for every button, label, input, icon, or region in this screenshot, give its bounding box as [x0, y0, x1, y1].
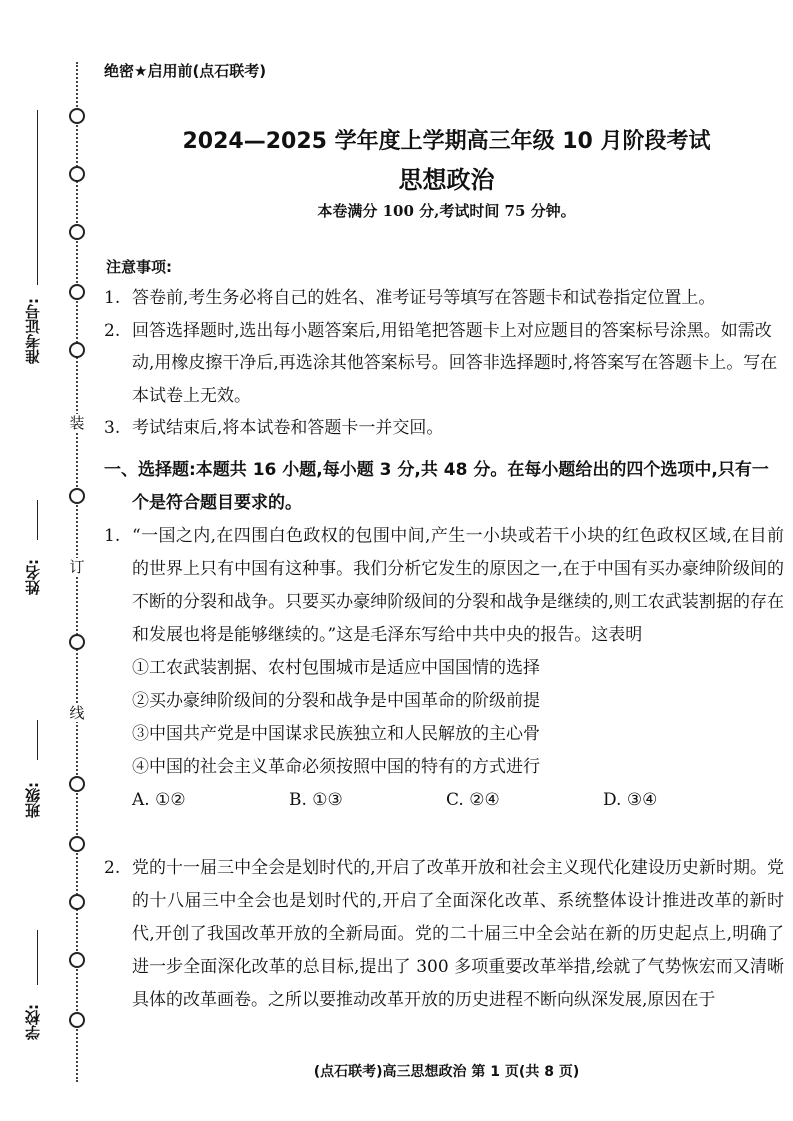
exam-title: 2024—2025 学年度上学期高三年级 10 月阶段考试 [182, 129, 711, 154]
section-title: 一、选择题:本题共 16 小题,每小题 3 分,共 48 分。在每小题给出的四个选项中,只有一个是符合题目要求的。 [104, 460, 769, 513]
binding-hole [69, 952, 85, 968]
statement-3: ③中国共产党是中国谋求民族独立和人民解放的主心骨 [132, 724, 540, 744]
statement-2: ②买办豪绅阶级间的分裂和战争是中国革命的阶级前提 [132, 691, 540, 711]
binding-hole [69, 894, 85, 910]
statement-4: ④中国的社会主义革命必须按照中国的特有的方式进行 [132, 757, 540, 777]
note-item [104, 282, 784, 315]
subject-title: 思想政治 [398, 166, 495, 194]
confidential-mark: 绝密★启用前(点石联考) [104, 62, 267, 80]
note-text: 考试结束后,将本试卷和答题卡一并交回。 [132, 418, 444, 438]
name-line [37, 500, 38, 540]
note-text: 答卷前,考生务必将自己的姓名、准考证号等填写在答题卡和试卷指定位置上。 [132, 288, 716, 308]
binding-hole [69, 1012, 85, 1028]
notes-list [104, 282, 784, 445]
binding-hole [69, 836, 85, 852]
school-line [37, 930, 38, 985]
binding-hole [69, 342, 85, 358]
binding-char-zhuang: 装 [67, 414, 87, 432]
binding-strip [0, 0, 100, 1121]
note-text: 回答选择题时,选出每小题答案后,用铅笔把答题卡上对应题目的答案标号涂黑。如需改动,用橡皮擦干净后,再选涂其他答案标号。回答非选择题时,将答案写在答题卡上。写在本试卷上无效。 [132, 320, 778, 406]
question-2 [104, 852, 784, 1017]
class-label: 班级: [24, 782, 42, 818]
question-stem [104, 852, 784, 1017]
binding-char-ding: 订 [67, 558, 87, 576]
answer-options [104, 784, 784, 817]
binding-hole [69, 634, 85, 650]
option-a: A. ①② [132, 790, 186, 810]
note-item [104, 315, 784, 413]
question-1 [104, 520, 784, 817]
exam-number-label: 准考证号: [24, 298, 42, 364]
option-c: C. ②④ [446, 790, 500, 810]
question-number: 2. [104, 858, 121, 878]
question-number: 1. [104, 526, 121, 546]
name-label: 姓名: [24, 559, 42, 595]
school-label: 学校: [24, 1004, 42, 1040]
note-number: 3. [104, 418, 121, 438]
binding-hole [69, 488, 85, 504]
question-text: 党的十一届三中全会是划时代的,开启了改革开放和社会主义现代化建设历史新时期。党的十八届三中全会也是划时代的,开启了全面深化改革、系统整体设计推进改革的新时代,开创了我国改革开放的全新局面。党的二十届三中全会站在新的历史起点上,明确了进一步全面深化改革的总目标,提出了 300 多项重要改革举措,绘就了气势恢宏而又清晰具体的改革画卷。之所以要推动改革开放的历史进程不断向纵深发展,原因在于 [132, 858, 784, 1010]
binding-hole [69, 776, 85, 792]
class-line [37, 720, 38, 760]
notes-title: 注意事项: [106, 258, 172, 276]
question-stem [104, 520, 784, 652]
exam-info: 本卷满分 100 分,考试时间 75 分钟。 [317, 202, 576, 220]
binding-hole [69, 224, 85, 240]
option-b: B. ①③ [289, 790, 343, 810]
note-item [104, 412, 784, 445]
note-number: 1. [104, 288, 121, 308]
binding-hole [69, 166, 85, 182]
option-d: D. ③④ [603, 790, 658, 810]
question-text: “一国之内,在四围白色政权的包围中间,产生一小块或若干小块的红色政权区域,在目前的世界上只有中国有这种事。我们分析它发生的原因之一,在于中国有买办豪绅阶级间的不断的分裂和战争。只要买办豪绅阶级间的分裂和战争是继续的,则工农武装割据的存在和发展也将是能够继续的。”这是毛泽东写给中共中央的报告。这表明 [132, 526, 784, 645]
binding-char-xian: 线 [67, 704, 87, 722]
binding-hole [69, 284, 85, 300]
exam-number-line [37, 110, 38, 285]
note-number: 2. [104, 320, 121, 341]
statement-1: ①工农武装割据、农村包围城市是适应中国国情的选择 [132, 658, 540, 678]
binding-hole [69, 108, 85, 124]
page-footer: (点石联考)高三思想政治 第 1 页(共 8 页) [313, 1064, 580, 1080]
